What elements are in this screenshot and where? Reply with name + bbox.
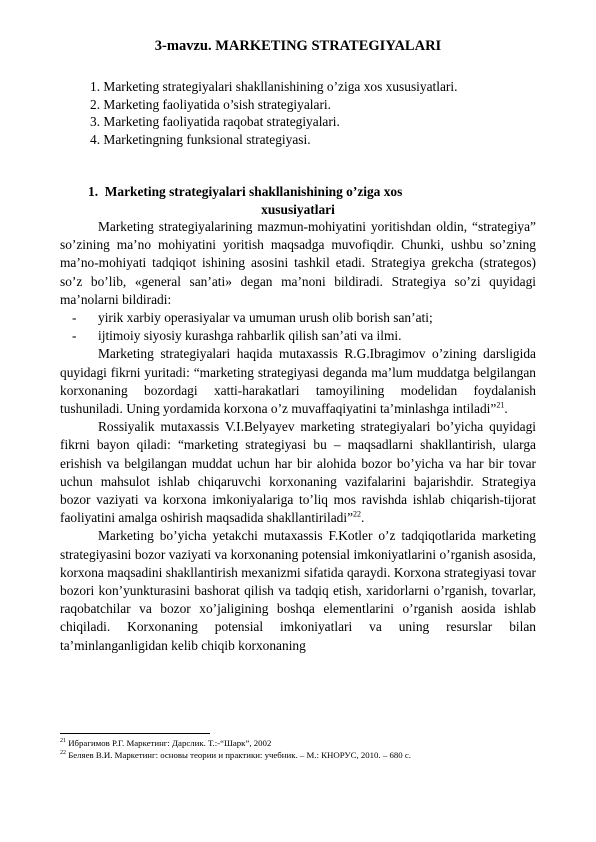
outline-item-number: 1.	[90, 79, 101, 94]
list-item: - ijtimoiy siyosiy kurashga rahbarlik qilish san’ati va ilmi.	[72, 328, 402, 344]
list-item-text: ijtimoiy siyosiy kurashga rahbarlik qilish san’ati va ilmi.	[98, 328, 402, 344]
paragraph-text: Rossiyalik mutaxassis V.I.Belyayev marketing strategiyalari bo’yicha quyidagi fikrni bayon qiladi: “marketing strategiyasi bu – maqsadlarni shakllantirish, ularga erishish va belgilangan muddat uchun har bir alohida bozor bo’yicha va har bir tovar uchun mahsulot ishlab chiqaruvchi korxonaning vazifalarini bajarishdir. Strategiya bozor vaziyati va korxona imkoniyalariga to’liq mos ravishda ishlab chiqarish-tijorat faoliyatini amalga oshirish maqsadida shakllantiriladi”	[60, 419, 536, 526]
footnote-number: 21	[60, 738, 66, 745]
footnote-number: 22	[60, 750, 66, 757]
outline-item-text: Marketing strategiyalari shakllanishining o’ziga xos xususiyatlari.	[103, 79, 458, 94]
footnote-text: Беляев В.И. Маркетинг: основы теории и практики: учебник. – М.: КНОРУС, 2010. – 680 с.	[68, 750, 411, 760]
topic-outline	[60, 78, 480, 148]
outline-item-text: Marketing faoliyatida raqobat strategiyalari.	[103, 114, 340, 129]
body-text	[60, 218, 536, 655]
section-title-line1: Marketing strategiyalari shakllanishining o’ziga xos	[104, 184, 403, 199]
section-title-line2: xususiyatlari	[261, 202, 335, 217]
footnote-text: Ибрагимов Р.Г. Маркетинг: Дарслик. Т.:-“Шарк”, 2002	[68, 738, 272, 748]
outline-item	[60, 113, 480, 131]
paragraph: Marketing bo’yicha yetakchi mutaxassis F.Kotler o’z tadqiqotlarida marketing strategiyasini bozor vaziyati va korxonaning potensial imkoniyatlarini o’rganish asosida, korxona maqsadini shakllantirish mexanizmi sifatida qaraydi. Korxona strategiyasi tovar bozori kon’yunkturasini bashorat qilish va tadqiq etish, xaridorlarni o’rganish, tovarlar, raqobatchilar va bozor xo’jaligining boshqa elementlarini o’rganish aosida ishlab chiqiladi. Korxonaning potensial imkoniyatlari va uning resurslar bilan ta’minlanganligidan kelib chiqib korxonaning	[60, 528, 536, 653]
footnote	[60, 737, 536, 749]
list-item: - yirik xarbiy operasiyalar va umuman urush olib borish san’ati;	[72, 310, 433, 326]
page-title: 3-mavzu. MARKETING STRATEGIYALARI	[154, 38, 442, 54]
outline-item-number: 4.	[90, 131, 101, 147]
outline-item	[60, 78, 480, 96]
footnote-ref[interactable]: 22	[353, 509, 362, 519]
outline-item-number: 2.	[90, 96, 101, 112]
paragraph: Marketing strategiyalarining mazmun-mohiyatini yoritishdan oldin, “strategiya” so’zining ma’no mohiyatini yoritish maqsadga muvofiqdir. Chunki, ushbu so’zning ma’no-mohiyati tadqiqot ishining asosini tashkil etadi. Strategiya grekcha (strategos) so’z bo’lib, «general san’ati» degan ma’noni bildiradi. Strategiya so’zi quyidagi ma’nolarni bildiradi:	[60, 219, 536, 307]
paragraph-text: Marketing strategiyalari haqida mutaxassis R.G.Ibragimov o’zining darsligida quyidagi fikrni yuritadi: “marketing strategiyasi deganda ma’lum muddatga belgilangan korxonaning bozordagi xatti-harakatlari tamoyilining modelidan foydalanish tushuniladi. Uning yordamida korxona o’z muvaffaqiyatini ta’minlashga intiladi”	[60, 346, 536, 417]
outline-item	[60, 131, 480, 149]
section-heading	[60, 183, 536, 219]
paragraph: Marketing strategiyalari haqida mutaxassis R.G.Ibragimov o’zining darsligida quyidagi fikrni yuritadi: “marketing strategiyasi deganda ma’lum muddatga belgilangan korxonaning bozordagi xatti-harakatlari tamoyilining modelidan foydalanish tushuniladi. Uning yordamida korxona o’z muvaffaqiyatini ta’minlashga intiladi”$^{21}$.	[60, 346, 536, 417]
list-item-text: yirik xarbiy operasiyalar va umuman urush olib borish san’ati;	[98, 310, 433, 326]
section-number: 1.	[88, 184, 99, 199]
outline-item-text: Marketingning funksional strategiyasi.	[103, 131, 311, 147]
outline-item-text: Marketing faoliyatida o’sish strategiyalari.	[103, 96, 331, 112]
footnotes	[60, 737, 536, 761]
bullet-list	[60, 309, 536, 345]
outline-item-number: 3.	[90, 114, 101, 129]
paragraph: Rossiyalik mutaxassis V.I.Belyayev marketing strategiyalari bo’yicha quyidagi fikrni bayon qiladi: “marketing strategiyasi bu – maqsadlarni shakllantirish, ularga erishish va belgilangan muddat uchun har bir alohida bozor bo’yicha va har bir tovar uchun mahsulot ishlab chiqaruvchi korxonaning vazifalarini bajarishdir. Strategiya bozor vaziyati va korxona imkoniyalariga to’liq mos ravishda ishlab chiqarish-tijorat faoliyatini amalga oshirish maqsadida shakllantiriladi”$^{22}$.	[60, 419, 536, 526]
footnote-ref[interactable]: 21	[496, 400, 505, 410]
footnote	[60, 749, 536, 761]
footnote-divider	[60, 733, 210, 734]
outline-item	[60, 96, 480, 114]
